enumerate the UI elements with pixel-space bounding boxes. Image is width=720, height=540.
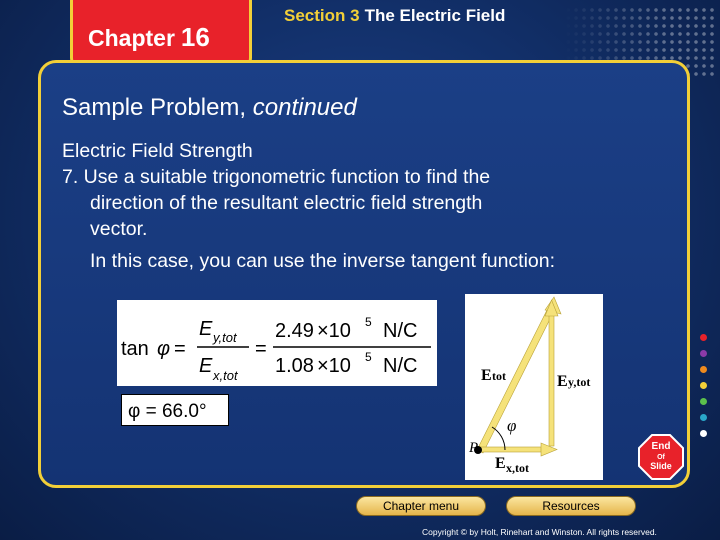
eq-den-mantissa: 1.08 (275, 355, 314, 377)
angle-label: φ (507, 416, 517, 435)
subtitle: Electric Field Strength (62, 140, 253, 162)
tangent-equation (117, 300, 437, 386)
eq-num-times: ×10 (317, 320, 351, 342)
side-dot (700, 382, 707, 389)
side-dot (700, 398, 707, 405)
eq-den-unit: N/C (383, 355, 418, 377)
eq-num-symbol: E (199, 318, 213, 340)
result-text: φ = 66.0° (128, 401, 207, 422)
result-box (121, 394, 229, 426)
point-label: P (469, 440, 479, 456)
equation-box (117, 300, 437, 386)
result-equation (122, 395, 227, 424)
side-dot (700, 350, 707, 357)
section-number: Section 3 (284, 6, 360, 25)
stop-sign-icon (638, 434, 684, 480)
slide-title (62, 94, 357, 122)
eq-equals-2: = (255, 338, 267, 360)
slide-title-main: Sample Problem, (62, 94, 247, 121)
note-text: In this case, you can use the inverse tangent function: (90, 250, 556, 272)
x-label-sub: x,tot (506, 461, 529, 475)
chapter-number: 16 (180, 22, 210, 52)
step-line-1: 7. Use a suitable trigonometric function to find the (62, 166, 491, 188)
end-label-1: End (651, 441, 671, 452)
step-line-3: vector. (90, 218, 148, 240)
eq-num-mantissa: 2.49 (275, 320, 314, 342)
eq-num-exponent: 5 (365, 315, 372, 329)
side-dot (700, 334, 707, 341)
y-component-vector (549, 314, 554, 446)
section-title (284, 6, 505, 26)
eq-den-exponent: 5 (365, 350, 372, 364)
side-dot (700, 430, 707, 437)
eq-equals-1: = (174, 338, 186, 360)
body-text (62, 138, 672, 274)
side-dot (700, 366, 707, 373)
side-color-dots (700, 334, 712, 446)
slide-title-continued: continued (252, 94, 357, 121)
eq-den-subscript: x,tot (213, 368, 238, 383)
eq-den-times: ×10 (317, 355, 351, 377)
resultant-label-main: E (481, 367, 492, 384)
y-label-sub: y,tot (568, 375, 591, 389)
resultant-label-sub: tot (492, 369, 506, 383)
side-dot (700, 414, 707, 421)
eq-num-unit: N/C (383, 320, 418, 342)
vector-diagram-svg (465, 294, 603, 480)
section-name: The Electric Field (364, 6, 506, 25)
y-label-main: E (557, 373, 568, 390)
resources-button[interactable]: Resources (506, 496, 636, 516)
chapter-word: Chapter (88, 25, 175, 51)
end-label-2: Of (657, 454, 665, 461)
eq-tan: tan (121, 338, 149, 360)
eq-phi: φ (157, 338, 171, 360)
x-component-vector (479, 447, 543, 452)
copyright-text: Copyright © by Holt, Rinehart and Winston. All rights reserved. (422, 527, 657, 537)
eq-den-symbol: E (199, 355, 213, 377)
vector-diagram (465, 294, 603, 480)
end-label-3: Slide (650, 461, 672, 471)
step-line-2: direction of the resultant electric field strength (90, 192, 483, 214)
x-label-main: E (495, 455, 506, 472)
chapter-menu-button[interactable]: Chapter menu (356, 496, 486, 516)
end-of-slide-button[interactable] (638, 434, 684, 480)
eq-num-subscript: y,tot (213, 330, 237, 345)
chapter-label (88, 22, 210, 53)
